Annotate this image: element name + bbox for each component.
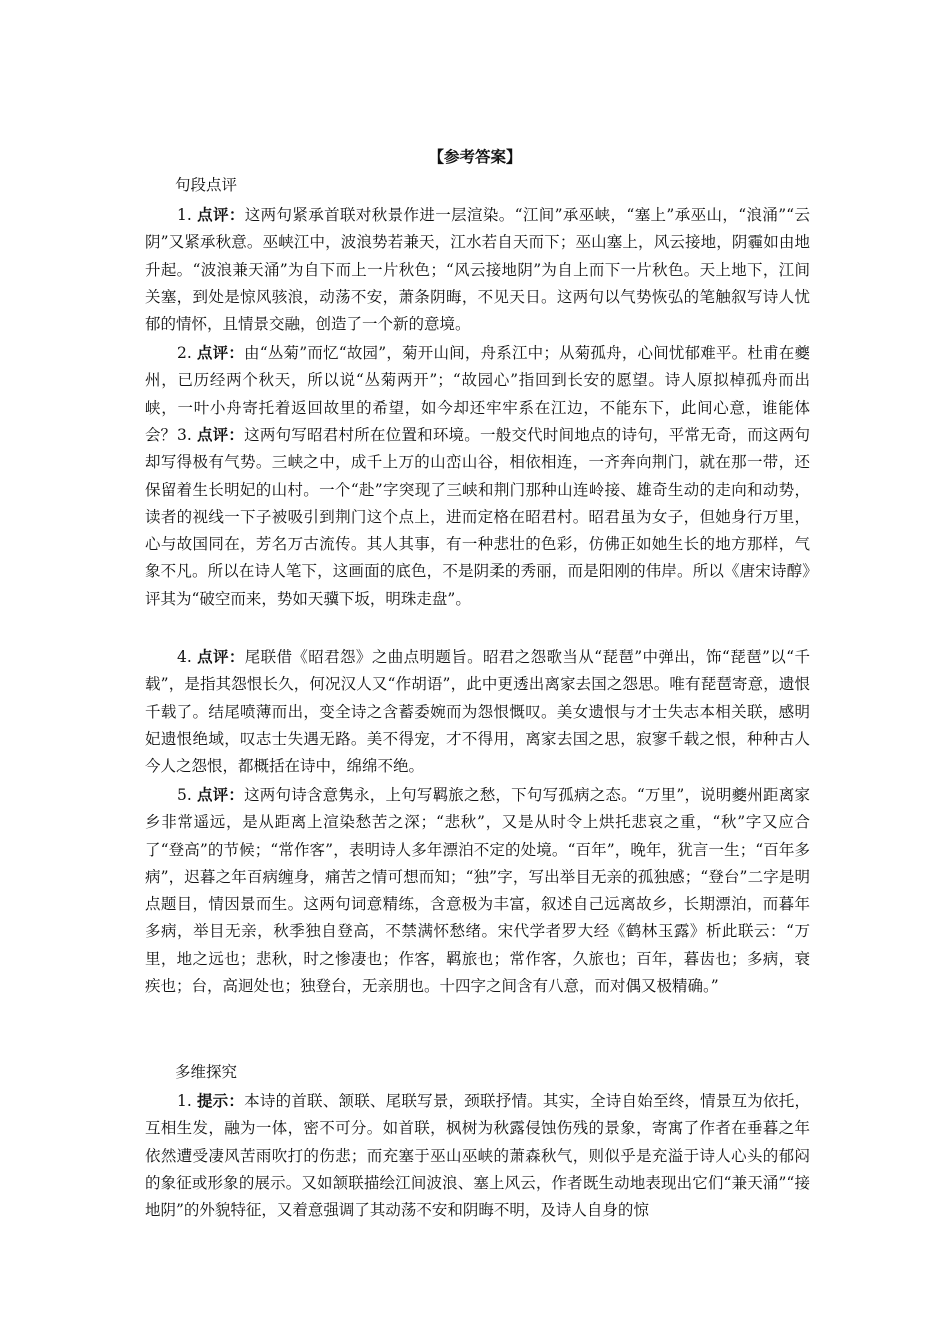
comment-paragraph-4 xyxy=(145,643,810,780)
comment-paragraph-3 xyxy=(145,421,810,613)
item-text: 由“丛菊”而忆“故园”，菊开山间，舟系江中；从菊孤舟，心间忧郁难平。杜甫在夔州，已历经两个秋天，所以说“丛菊两开”；“故园心”指回到长安的愿望。诗人原拟棹孤舟而出峡，一叶小舟寄托着返回故里的希望，如今却还牢牢系在江边，不能东下，此间心意，谁能体会？ xyxy=(145,344,810,444)
comment-paragraph-1 xyxy=(145,201,810,338)
item-number: 3. xyxy=(177,426,192,444)
item-label: 提示： xyxy=(196,1091,245,1110)
item-text: 本诗的首联、颔联、尾联写景，颈联抒情。其实，全诗自始至终，情景互为依托，互相生发，融为一体，密不可分。如首联，枫树为秋露侵蚀伤残的景象，寄寓了作者在垂暮之年依然遭受凄风苦雨吹打的伤悲；而充塞于巫山巫峡的萧森秋气，则似乎是充溢于诗人心头的郁闷的象征或形象的展示。又如颔联描绘江间波浪、塞上风云，作者既生动地表现出它们“兼天涌”“接地阴”的外貌特征，又着意强调了其动荡不安和阴晦不明，及诗人自身的惊 xyxy=(145,1092,810,1220)
item-number: 1. xyxy=(177,206,192,224)
comment-paragraph-5 xyxy=(145,781,810,1000)
item-number: 5. xyxy=(177,786,192,804)
item-number: 4. xyxy=(177,648,192,666)
item-label: 点评： xyxy=(196,343,245,362)
item-text: 这两句诗含意隽永，上句写羁旅之愁，下句写孤病之态。“万里”，说明夔州距离家乡非常遥远，是从距离上渲染愁苦之深；“悲秋”，又是从时令上烘托悲哀之重，“秋”字又应合了“登高”的节候；“常作客”，表明诗人多年漂泊不定的处境。“百年”，晚年，犹言一生；“百年多病”，迟暮之年百病缠身，痛苦之情可想而知；“独”字，写出举目无亲的孤独感；“登台”二字是明点题目，情因景而生。这两句词意精练，含意极为丰富，叙述自己远离故乡，长期漂泊，而暮年多病，举目无亲，秋季独自登高，不禁满怀愁绪。宋代学者罗大经《鹤林玉露》析此联云：“万里，地之远也；悲秋，时之惨凄也；作客，羁旅也；常作客，久旅也；百年，暮齿也；多病，衰疾也；台，高迥处也；独登台，无亲朋也。十四字之间含有八意，而对偶又极精确。” xyxy=(145,786,810,996)
item-label: 点评： xyxy=(196,425,245,444)
item-number: 1. xyxy=(177,1092,192,1110)
item-number: 2. xyxy=(177,344,192,362)
item-text: 尾联借《昭君怨》之曲点明题旨。昭君之怨歌当从“琵琶”中弹出，饰“琵琶”以“千载”，是指其怨恨长久，何况汉人又“作胡语”，此中更透出离家去国之怨思。唯有琵琶寄意，遗恨千载了。结尾喷薄而出，变全诗之含蓄委婉而为怨恨慨叹。美女遗恨与才士失志本相关联，感明妃遗恨绝域，叹志士失遇无路。美不得宠，才不得用，离家去国之思，寂寥千载之恨，种种古人今人之怨恨，都概括在诗中，绵绵不绝。 xyxy=(145,648,810,776)
item-label: 点评： xyxy=(196,785,245,804)
exploration-paragraph-1 xyxy=(145,1087,810,1224)
item-label: 点评： xyxy=(197,647,245,666)
item-label: 点评： xyxy=(197,205,245,224)
item-text: 这两句紧承首联对秋景作进一层渲染。“江间”承巫峡，“塞上”承巫山，“浪涌”“云阴”又紧承秋意。巫峡江中，波浪势若兼天，江水若自天而下；巫山塞上，风云接地，阴霾如由地升起。“波浪兼天涌”为自下而上一片秋色；“风云接地阴”为自上而下一片秋色。天上地下，江间关塞，到处是惊风骇浪，动荡不安，萧条阴晦，不见天日。这两句以气势恢弘的笔触叙写诗人忧郁的情怀，且情景交融，创造了一个新的意境。 xyxy=(145,206,810,334)
item-text: 这两句写昭君村所在位置和环境。一般交代时间地点的诗句，平常无奇，而这两句却写得极有气势。三峡之中，成千上万的山峦山谷，相依相连，一齐奔向荆门，就在那一带，还保留着生长明妃的山村。一个“赴”字突现了三峡和荆门那种山连岭接、雄奇生动的走向和动势，读者的视线一下子被吸引到荆门这个点上，进而定格在昭君村。昭君虽为女子，但她身行万里，心与故国同在，芳名万古流传。其人其事，有一种悲壮的色彩，仿佛正如她生长的地方那样，气象不凡。所以在诗人笔下，这画面的底色，不是阴柔的秀丽，而是阳刚的伟岸。所以《唐宋诗醇》评其为“破空而来，势如天骥下坂，明珠走盘”。 xyxy=(145,426,810,608)
page-title: 【参考答案】 xyxy=(428,147,522,166)
section-heading-exploration: 多维探究 xyxy=(175,1063,238,1081)
section-heading-comments: 句段点评 xyxy=(175,176,238,194)
